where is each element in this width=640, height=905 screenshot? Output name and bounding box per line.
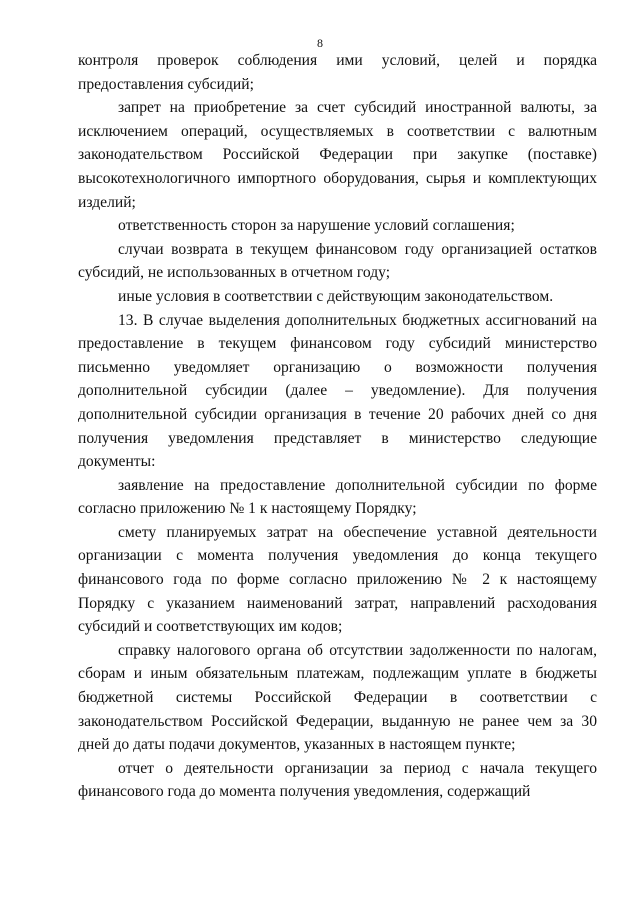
paragraph: запрет на приобретение за счет субсидий иностранной валюты, за исключением операций, осуществляемых в соответствии с валютным законодательством Российской Федерации при закупке (поставке) высокотехнологичного импортного оборудования, сырья и комплектующих изделий; [78,99,597,211]
paragraph: случаи возврата в текущем финансовом году организацией остатков субсидий, не использованных в отчетном году; [78,240,597,282]
paragraph: иные условия в соответствии с действующим законодательством. [118,287,554,305]
page-number: 8 [317,36,323,50]
document-body [78,49,597,804]
paragraph: ответственность сторон за нарушение условий соглашения; [118,217,515,235]
paragraph: отчет о деятельности организации за период с начала текущего финансового года до момента получения уведомления, содержащий [78,759,597,801]
paragraph: контроля проверок соблюдения ими условий, целей и порядка предоставления субсидий; [78,52,597,93]
paragraph: заявление на предоставление дополнительной субсидии по форме согласно приложению № 1 к настоящему Порядку; [78,476,597,518]
paragraph: справку налогового органа об отсутствии задолженности по налогам, сборам и иным обязательным платежам, подлежащим уплате в бюджеты бюджетной системы Российской Федерации в соответствии с законодательством Российской Федерации, выданную не ранее чем за 30 дней до даты подачи документов, указанных в настоящем пункте; [78,641,597,754]
paragraph: смету планируемых затрат на обеспечение уставной деятельности организации с момента получения уведомления до конца текущего финансового года по форме согласно приложению № 2 к настоящему Порядку с указанием наименований затрат, направлений расходования субсидий и соответствующих им кодов; [78,523,597,636]
paragraph: 13. В случае выделения дополнительных бюджетных ассигнований на предоставление в текущем финансовом году субсидий министерство письменно уведомляет организацию о возможности получения дополнительной субсидии (далее – уведомление). Для получения дополнительной субсидии организация в течение 20 рабочих дней со дня получения уведомления представляет в министерство следующие документы: [78,311,597,471]
